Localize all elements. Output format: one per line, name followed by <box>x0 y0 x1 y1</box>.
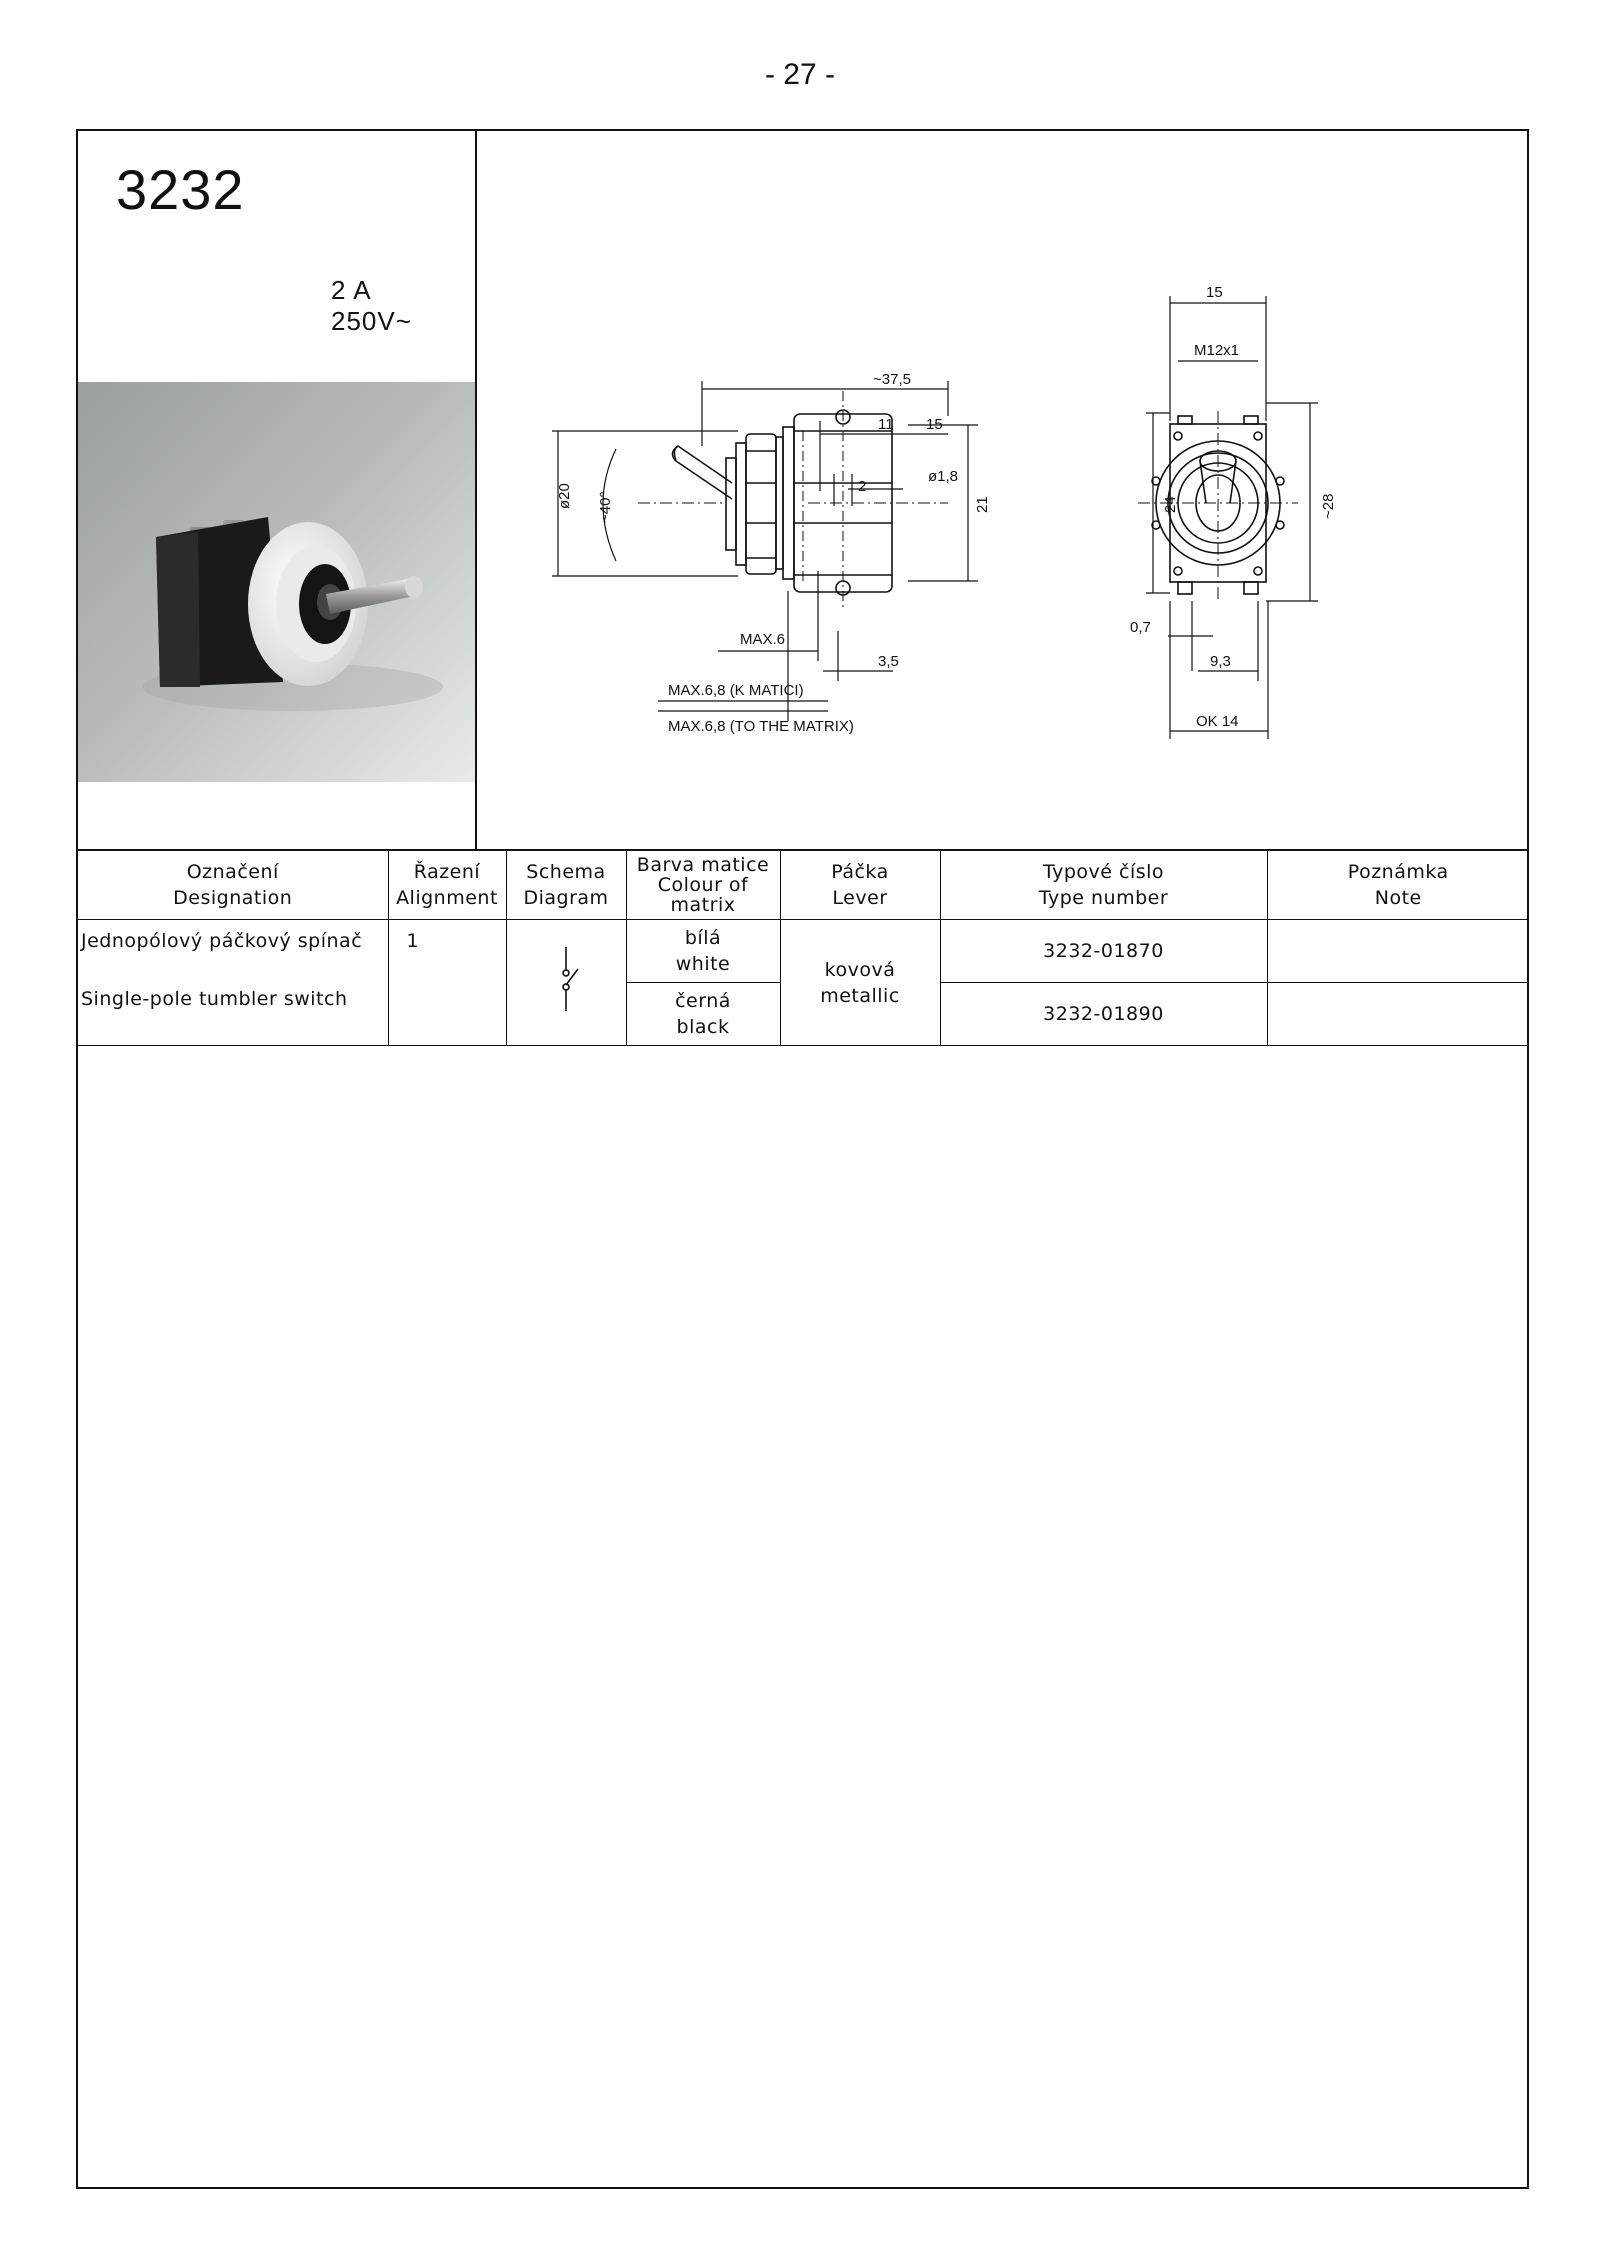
rating <box>331 275 412 337</box>
cell-note-2 <box>1267 983 1529 1046</box>
cell-diagram <box>506 920 626 1046</box>
dim-07: 0,7 <box>1130 619 1151 636</box>
side-dimensions <box>552 381 978 721</box>
cell-type-number-1: 3232-01870 <box>940 920 1267 983</box>
dim-angle: ~40° <box>597 491 614 523</box>
cell-alignment: 1 <box>388 920 506 1046</box>
cell-lever: kovová metallic <box>780 920 940 1046</box>
header-lever: Páčka Lever <box>780 850 940 920</box>
header-note: Poznámka Note <box>1267 850 1529 920</box>
side-dim-labels <box>556 371 991 735</box>
table-row <box>78 920 1529 983</box>
cell-designation: Jednopólový páčkový spínač Single-pole tumbler switch <box>78 920 388 1046</box>
dim-max6: MAX.6 <box>740 631 786 648</box>
dim-15: 15 <box>926 416 943 433</box>
page-number: - 27 - <box>764 58 836 91</box>
dim-thread: M12x1 <box>1194 342 1240 359</box>
dim-phi20: ø20 <box>556 483 573 509</box>
dim-11: 11 <box>878 416 894 433</box>
header-diagram: Schema Diagram <box>506 850 626 920</box>
datasheet-frame <box>76 129 1529 2189</box>
dim-28: ~28 <box>1320 493 1337 519</box>
header-designation: Označení Designation <box>78 850 388 920</box>
spec-table <box>78 849 1529 1046</box>
dim-93: 9,3 <box>1210 653 1231 670</box>
vertical-divider <box>475 131 477 849</box>
dim-phi18: ø1,8 <box>928 468 959 485</box>
cell-colour-black: černá black <box>626 983 780 1046</box>
dim-side-15: 15 <box>1206 284 1223 301</box>
table-header-row <box>78 850 1529 920</box>
switch-symbol-icon <box>546 939 586 1019</box>
dim-35: 3,5 <box>878 653 899 670</box>
cell-colour-white: bílá white <box>626 920 780 983</box>
side-view <box>638 391 948 611</box>
dim-24: 24 <box>1162 496 1179 513</box>
dim-overall-length: ~37,5 <box>873 371 911 388</box>
dim-2: 2 <box>858 478 867 495</box>
voltage-rating: 250V~ <box>331 306 412 336</box>
cell-note-1 <box>1267 920 1529 983</box>
header-colour: Barva matice Colour of matrix <box>626 850 780 920</box>
header-type-number: Typové číslo Type number <box>940 850 1267 920</box>
cell-type-number-2: 3232-01890 <box>940 983 1267 1046</box>
product-photo <box>78 382 475 782</box>
front-dim-labels <box>1130 284 1337 730</box>
dim-max68-en: MAX.6,8 (TO THE MATRIX) <box>668 718 854 735</box>
model-number: 3232 <box>116 158 245 221</box>
front-dimensions <box>1146 296 1318 739</box>
technical-drawing <box>478 131 1529 849</box>
model-cell <box>78 131 475 381</box>
dim-max68-cz: MAX.6,8 (K MATICI) <box>668 682 804 699</box>
header-alignment: Řazení Alignment <box>388 850 506 920</box>
current-rating: 2 A <box>331 275 372 305</box>
dim-ok14: OK 14 <box>1196 713 1239 730</box>
dim-21: 21 <box>974 496 991 513</box>
